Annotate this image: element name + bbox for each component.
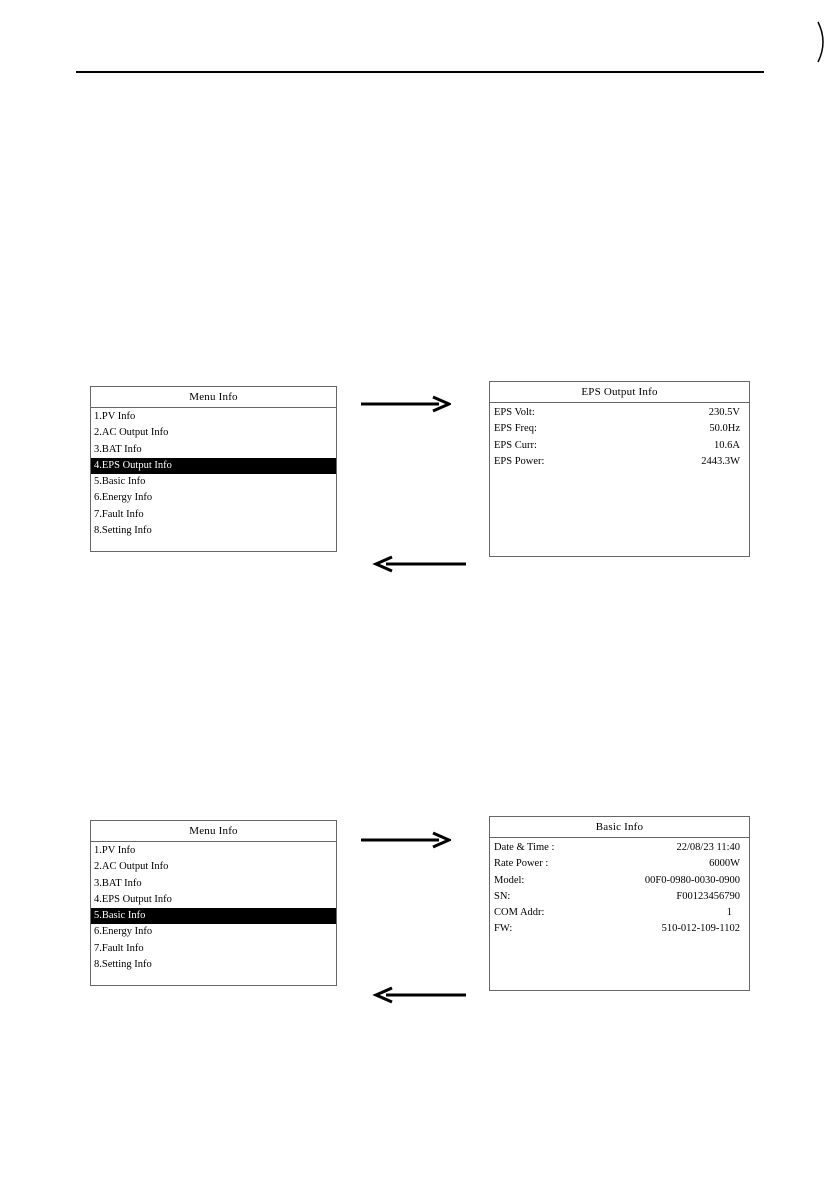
page-edge-marker-icon [816, 20, 830, 64]
eps-curr-row [494, 438, 740, 454]
header-rule [76, 71, 764, 73]
menu-item-bat-info[interactable]: 3.BAT Info [94, 443, 142, 455]
eps-freq-row [494, 421, 740, 437]
label: EPS Freq: [494, 423, 537, 435]
value: 10.6A [714, 439, 740, 451]
label: EPS Curr: [494, 439, 537, 451]
menu-item-eps-output-info[interactable]: 4.EPS Output Info [94, 893, 172, 905]
value: 6000W [709, 858, 740, 870]
label: COM Addr: [494, 907, 545, 919]
value: 230.5V [708, 407, 740, 418]
eps-output-screen [489, 381, 750, 557]
eps-values [490, 403, 749, 470]
date-time-row [494, 840, 740, 856]
com-addr-row [494, 905, 740, 921]
screen-title: Basic Info [490, 817, 749, 838]
menu-item-setting-info[interactable]: 8.Setting Info [94, 525, 152, 537]
sn-row [494, 889, 740, 905]
label: Model: [494, 874, 525, 886]
menu-item-energy-info[interactable]: 6.Energy Info [94, 492, 153, 504]
model-row [494, 873, 740, 889]
value: 510-012-109-1102 [661, 923, 740, 935]
label: FW: [494, 923, 513, 935]
basic-info-screen [489, 816, 750, 991]
menu-screen-basic [90, 820, 337, 986]
label: EPS Power: [494, 455, 545, 467]
menu-item-fault-info[interactable]: 7.Fault Info [94, 942, 144, 954]
value: 00F0-0980-0030-0900 [644, 874, 740, 886]
menu-item-ac-output-info[interactable]: 2.AC Output Info [94, 427, 169, 439]
menu-item-basic-info[interactable]: 5.Basic Info [94, 476, 146, 488]
menu-item-energy-info[interactable]: 6.Energy Info [94, 926, 153, 938]
menu-list [91, 842, 336, 973]
value: 1 [726, 907, 732, 919]
fw-row [494, 921, 740, 937]
screen-title: Menu Info [91, 387, 336, 408]
menu-item-pv-info[interactable]: 1.PV Info [94, 845, 136, 856]
label: Rate Power : [494, 858, 549, 870]
arrow-right-icon [359, 831, 451, 849]
screen-title: EPS Output Info [490, 382, 749, 403]
arrow-right-icon [359, 395, 451, 413]
menu-item-pv-info[interactable]: 1.PV Info [94, 411, 136, 422]
value: 22/08/23 11:40 [676, 842, 740, 853]
label: SN: [494, 890, 511, 902]
menu-screen-eps [90, 386, 337, 552]
arrow-left-icon [372, 555, 468, 573]
menu-item-ac-output-info[interactable]: 2.AC Output Info [94, 861, 169, 873]
menu-item-setting-info[interactable]: 8.Setting Info [94, 959, 152, 971]
arrow-left-icon [372, 986, 468, 1004]
basic-values [490, 838, 749, 938]
menu-item-fault-info[interactable]: 7.Fault Info [94, 508, 144, 520]
menu-item-basic-info[interactable]: 5.Basic Info [91, 908, 336, 924]
value: 50.0Hz [709, 423, 740, 435]
screen-title: Menu Info [91, 821, 336, 842]
label: EPS Volt: [494, 407, 535, 418]
label: Date & Time : [494, 842, 555, 853]
menu-item-eps-output-info[interactable]: 4.EPS Output Info [91, 458, 336, 474]
rate-power-row [494, 856, 740, 872]
eps-power-row [494, 454, 740, 470]
eps-volt-row [494, 405, 740, 421]
menu-list [91, 408, 336, 539]
menu-item-bat-info[interactable]: 3.BAT Info [94, 877, 142, 889]
value: 2443.3W [701, 455, 740, 467]
value: F00123456790 [676, 890, 740, 902]
